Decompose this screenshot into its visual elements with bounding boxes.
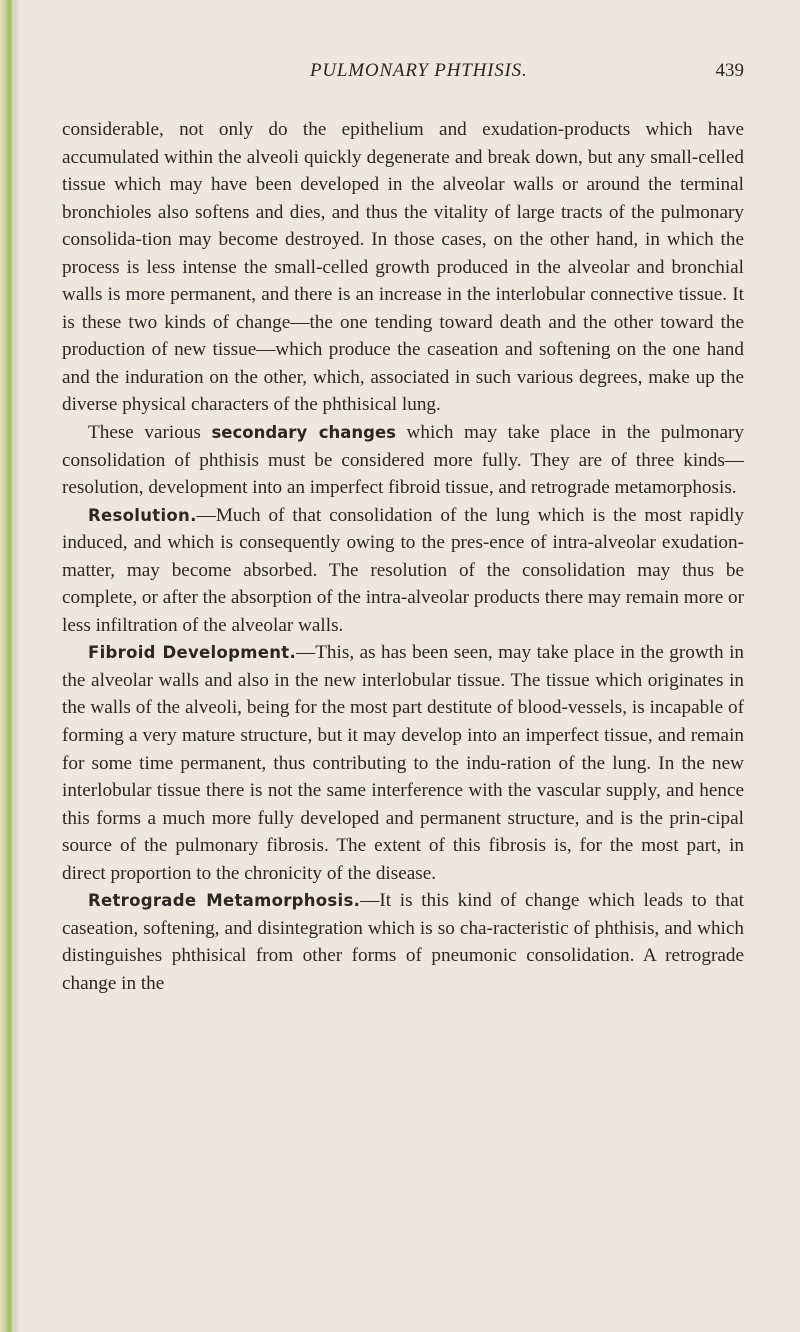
emphasis-secondary-changes: secondary changes (211, 423, 396, 443)
paragraph-text: —Much of that consolidation of the lung which is the most rapidly induced, and which is consequently owing to the pres-ence of intra-alveolar exudation-matter, may become absorbed. The resolution of the consolidation may thus be complete, or after the absorption of the intra-alveolar products there may remain more or less infiltration of the alveolar walls. (62, 504, 744, 636)
paragraph-text-before: These various (88, 422, 212, 444)
page-header (0, 60, 800, 88)
section-heading-resolution: Resolution. (88, 505, 197, 525)
paragraph-text: —It is this kind of change which leads to that caseation, softening, and disintegration which is so cha-racteristic of phthisis, and which distinguishes phthisical from other forms of pneumonic consolidation. A retrograde change in the (62, 890, 744, 994)
page-number: 439 (715, 60, 744, 81)
paragraph-retrograde-metamorphosis (62, 887, 744, 997)
body-text (62, 116, 744, 998)
section-heading-fibroid-development: Fibroid Development. (88, 643, 297, 663)
paragraph-resolution (62, 502, 744, 640)
paragraph-text: —This, as has been seen, may take place in the growth in the alveolar walls and also in the new interlobular tissue. The tissue which originates in the walls of the alveoli, being for the most part destitute of blood-vessels, is incapable of forming a very mature structure, but it may develop into an imperfect tissue, and remain for some time permanent, thus contributing to the indu-ration of the lung. In the new interlobular tissue there is not the same interference with the vascular supply, and hence this forms a much more fully developed and permanent structure, and is the prin-cipal source of the pulmonary fibrosis. The extent of this fibrosis is, for the most part, in direct proportion to the chronicity of the disease. (62, 642, 744, 884)
section-heading-retrograde-metamorphosis: Retrograde Metamorphosis. (88, 891, 361, 911)
page-spine-edge (0, 0, 14, 1332)
paragraph-text-after: which may take place in the pulmonary consolidation of phthisis must be considered more fully. They are of three kinds—resolution, development into an imperfect fibroid tissue, and retrograde metamorphosis. (62, 422, 744, 499)
paragraph-continuation: considerable, not only do the epithelium and exudation-products which have accumulated within the alveoli quickly degenerate and break down, but any small-celled tissue which may have been developed in the alveolar walls or around the terminal bronchioles also softens and dies, and thus the vitality of large tracts of the pulmonary consolida-tion may become destroyed. In those cases, on the other hand, in which the process is less intense the small-celled growth produced in the alveolar and bronchial walls is more permanent, and there is an increase in the interlobular connective tissue. It is these two kinds of change—the one tending toward death and the other toward the production of new tissue—which produce the caseation and softening on the one hand and the induration on the other, which, associated in such various degrees, make up the diverse physical characters of the phthisical lung. (62, 119, 744, 416)
running-head: PULMONARY PHTHISIS. (310, 60, 528, 81)
paragraph-secondary-changes (62, 419, 744, 502)
page-gutter-shadow (14, 0, 20, 1332)
paragraph-fibroid-development (62, 639, 744, 887)
